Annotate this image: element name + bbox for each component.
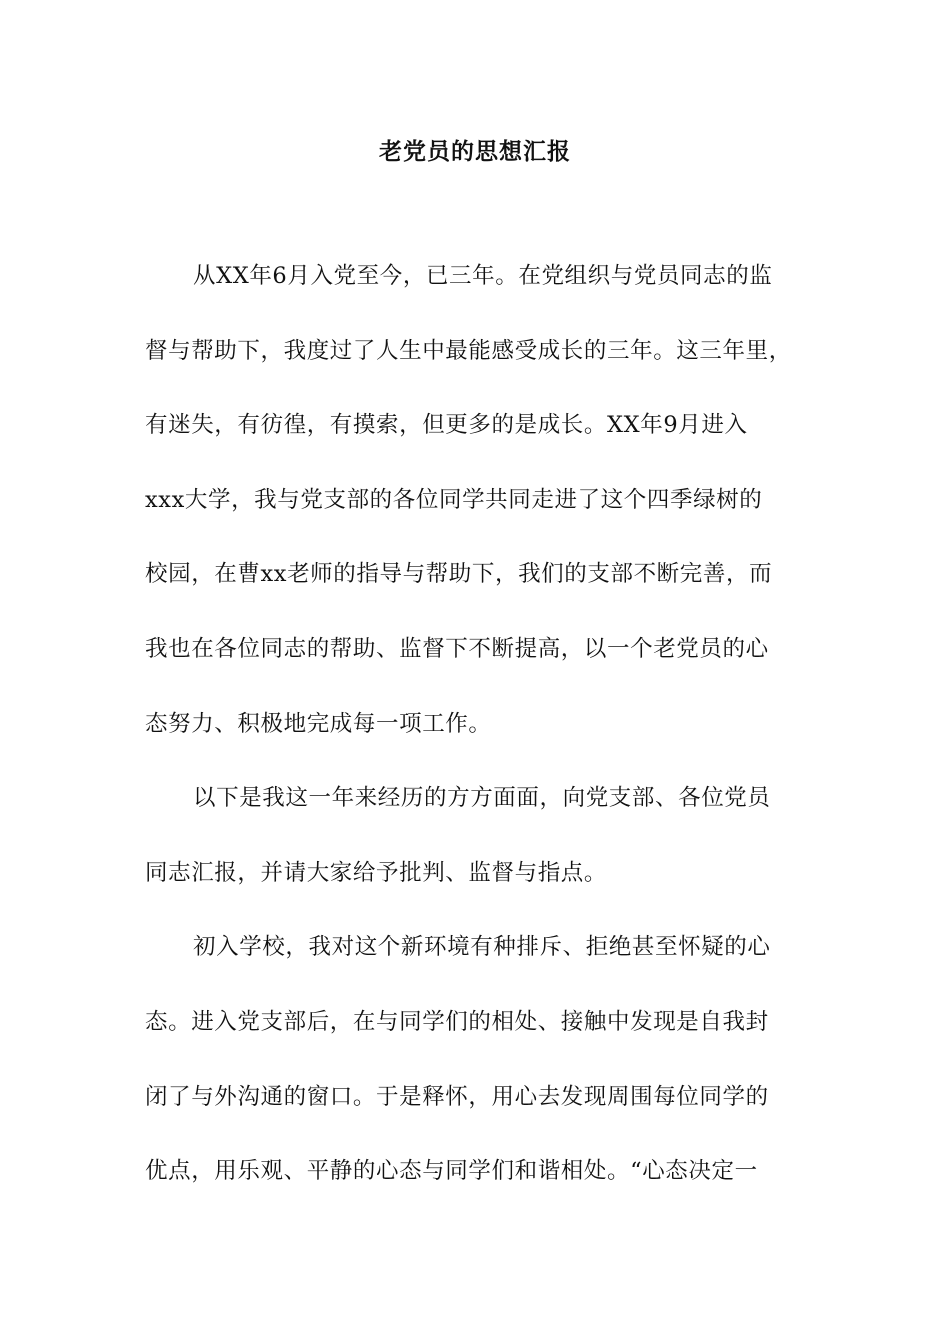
text-line: 督与帮助下，我度过了人生中最能感受成长的三年。这三年里，	[145, 337, 792, 364]
text-line: 同志汇报，并请大家给予批判、监督与指点。	[145, 859, 608, 886]
text-line: 态努力、积极地完成每一项工作。	[145, 710, 492, 737]
text-line: 闭了与外沟通的窗口。于是释怀，用心去发现周围每位同学的	[145, 1083, 769, 1110]
text-line: 有迷失，有彷徨，有摸索，但更多的是成长。XX年9月进入	[145, 412, 748, 439]
document-body	[145, 250, 810, 1220]
text-line: 优点，用乐观、平静的心态与同学们和谐相处。“心态决定一	[145, 1158, 758, 1185]
text-line: 我也在各位同志的帮助、监督下不断提高，以一个老党员的心	[145, 635, 769, 662]
text-line: 初入学校，我对这个新环境有种排斥、拒绝甚至怀疑的心	[193, 934, 771, 961]
text-line: 校园，在曹xx老师的指导与帮助下，我们的支部不断完善，而	[145, 561, 773, 588]
text-line: xxx大学，我与党支部的各位同学共同走进了这个四季绿树的	[145, 486, 763, 513]
text-line: 态。进入党支部后，在与同学们的相处、接触中发现是自我封	[145, 1008, 769, 1035]
text-line: 以下是我这一年来经历的方方面面，向党支部、各位党员	[193, 785, 771, 812]
document-title: 老党员的思想汇报	[379, 138, 571, 165]
text-line: 从XX年6月入党至今，已三年。在党组织与党员同志的监	[193, 263, 773, 289]
